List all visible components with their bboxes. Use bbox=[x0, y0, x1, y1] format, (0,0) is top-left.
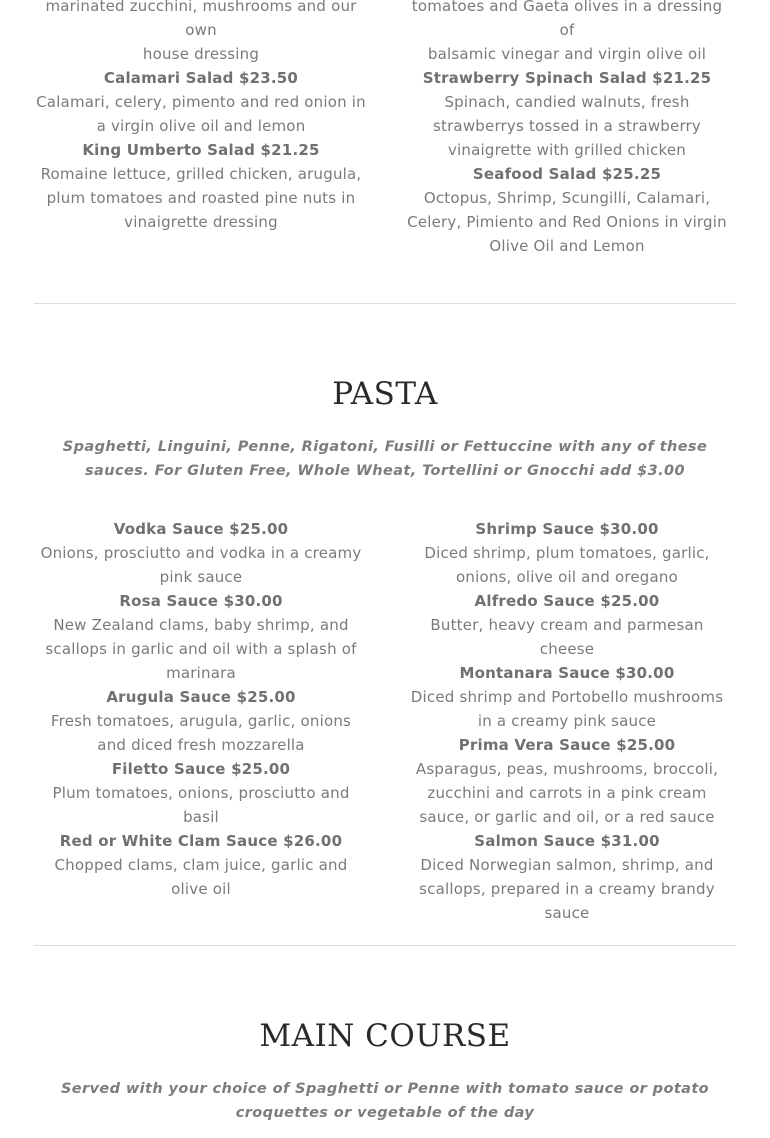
partial-line: marinated zucchini, mushrooms and our own bbox=[45, 0, 357, 39]
partial-line: tomatoes and Gaeta olives in a dressing of bbox=[411, 0, 723, 39]
pasta-left-column bbox=[36, 517, 366, 901]
menu-item-name: Filetto Sauce $25.00 bbox=[111, 760, 291, 778]
salad-partial-desc-left bbox=[36, 0, 366, 66]
menu-item-name: Alfredo Sauce $25.00 bbox=[474, 592, 660, 610]
pasta-right-column bbox=[402, 517, 732, 925]
menu-item-desc: Chopped clams, clam juice, garlic and olive oil bbox=[54, 856, 348, 898]
salads-right-column bbox=[402, 0, 732, 258]
menu-item-name: Strawberry Spinach Salad $21.25 bbox=[422, 69, 712, 87]
menu-item-desc: Plum tomatoes, onions, prosciutto and basil bbox=[52, 784, 350, 826]
menu-item-name: Vodka Sauce $25.00 bbox=[113, 520, 289, 538]
menu-item-desc: New Zealand clams, baby shrimp, and scallops in garlic and oil with a splash of marinara bbox=[45, 616, 357, 682]
menu-item-desc: Romaine lettuce, grilled chicken, arugula, plum tomatoes and roasted pine nuts in vinaigrette dressing bbox=[40, 165, 362, 231]
menu-item-desc: Asparagus, peas, mushrooms, broccoli, zucchini and carrots in a pink cream sauce, or garlic and oil, or a red sauce bbox=[415, 760, 719, 826]
menu-item-name: Seafood Salad $25.25 bbox=[472, 165, 662, 183]
menu-item-desc: Butter, heavy cream and parmesan cheese bbox=[430, 616, 704, 658]
menu-item-desc: Diced shrimp, plum tomatoes, garlic, onions, olive oil and oregano bbox=[424, 544, 710, 586]
salads-left-column bbox=[36, 0, 366, 234]
menu-item-desc: Onions, prosciutto and vodka in a creamy pink sauce bbox=[40, 544, 362, 586]
salad-partial-desc-right bbox=[402, 0, 732, 66]
menu-item-name: Rosa Sauce $30.00 bbox=[119, 592, 283, 610]
partial-line: house dressing bbox=[142, 45, 260, 63]
menu-item-desc: Fresh tomatoes, arugula, garlic, onions and diced fresh mozzarella bbox=[50, 712, 352, 754]
menu-item-desc: Diced shrimp and Portobello mushrooms in a creamy pink sauce bbox=[410, 688, 724, 730]
menu-item-name: Arugula Sauce $25.00 bbox=[106, 688, 296, 706]
menu-item-name: Shrimp Sauce $30.00 bbox=[475, 520, 659, 538]
pasta-subtitle: Spaghetti, Linguini, Penne, Rigatoni, Fusilli or Fettuccine with any of these sauces. For Gluten Free, Whole Wheat, Tortellini or Gnocchi add $3.00 bbox=[62, 439, 708, 479]
main-course-title: MAIN COURSE bbox=[259, 1018, 511, 1054]
menu-item-desc: Diced Norwegian salmon, shrimp, and scallops, prepared in a creamy brandy sauce bbox=[419, 856, 715, 922]
menu-item-name: Montanara Sauce $30.00 bbox=[459, 664, 675, 682]
menu-item-name: Red or White Clam Sauce $26.00 bbox=[59, 832, 343, 850]
section-divider bbox=[34, 945, 736, 946]
menu-item-name: Salmon Sauce $31.00 bbox=[474, 832, 660, 850]
menu-item-desc: Spinach, candied walnuts, fresh strawberrys tossed in a strawberry vinaigrette with grilled chicken bbox=[432, 93, 702, 159]
partial-line: balsamic vinegar and virgin olive oil bbox=[427, 45, 707, 63]
menu-item-name: Calamari Salad $23.50 bbox=[103, 69, 299, 87]
menu-item-name: Prima Vera Sauce $25.00 bbox=[458, 736, 676, 754]
section-divider bbox=[34, 303, 736, 304]
menu-item-desc: Octopus, Shrimp, Scungilli, Calamari, Celery, Pimiento and Red Onions in virgin Olive Oil and Lemon bbox=[407, 189, 727, 255]
menu-item-desc: Calamari, celery, pimento and red onion in a virgin olive oil and lemon bbox=[36, 93, 366, 135]
menu-item-name: King Umberto Salad $21.25 bbox=[82, 141, 320, 159]
main-course-subtitle: Served with your choice of Spaghetti or Penne with tomato sauce or potato croquettes or vegetable of the day bbox=[60, 1081, 710, 1121]
pasta-title: PASTA bbox=[332, 376, 438, 412]
